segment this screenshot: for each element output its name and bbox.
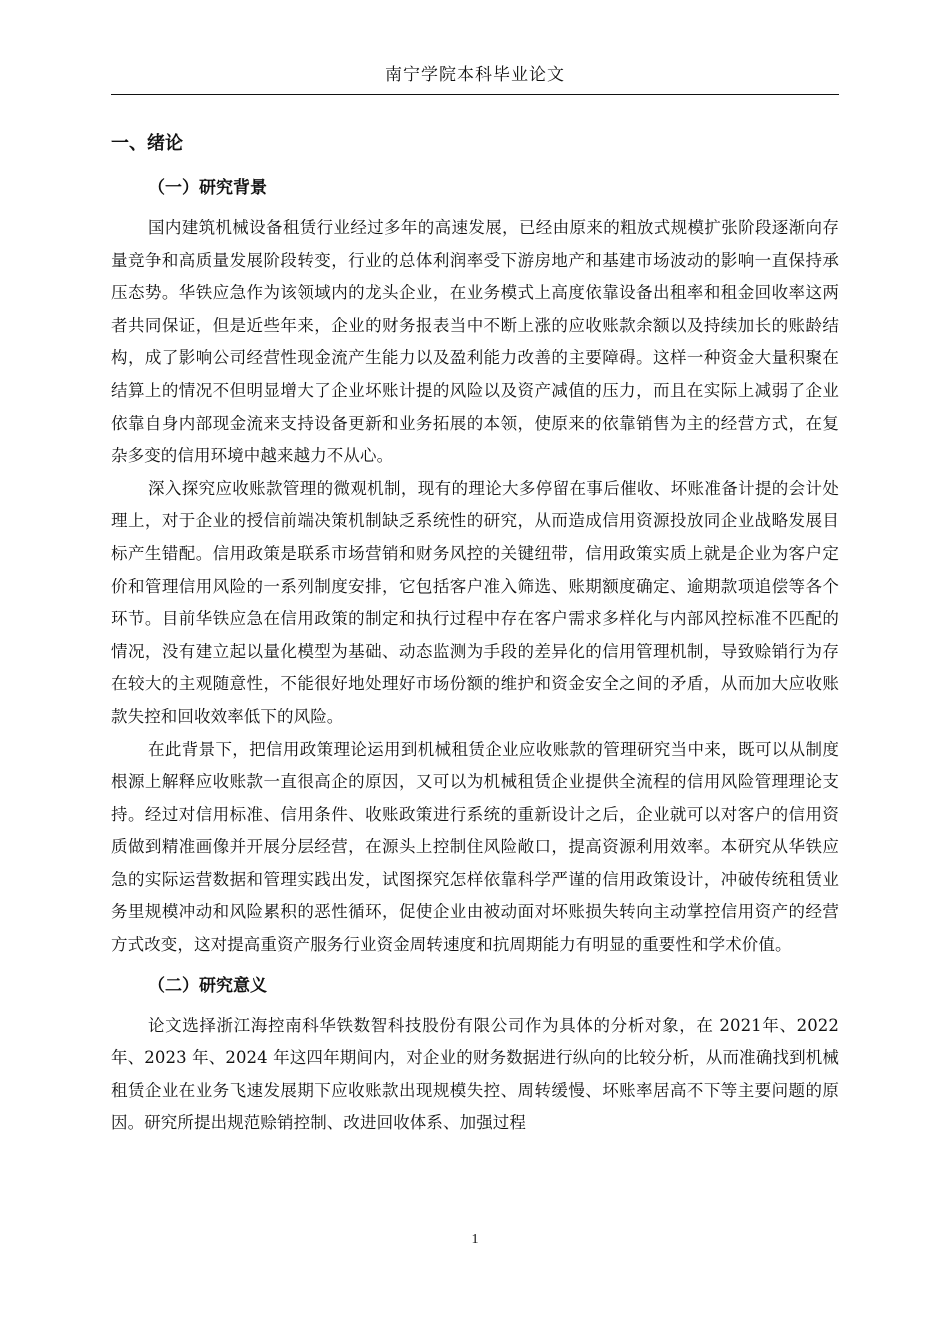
header-divider: [111, 94, 839, 95]
subsection-heading-significance: （二）研究意义: [148, 975, 267, 996]
paragraph: 国内建筑机械设备租赁行业经过多年的高速发展，已经由原来的粗放式规模扩张阶段逐渐向存量竞争和高质量发展阶段转变，行业的总体利润率受下游房地产和基建市场波动的影响一直保持承压态势。华铁应急作为该领域内的龙头企业，在业务模式上高度依靠设备出租率和租金回收率这两者共同保证，但是近些年来，企业的财务报表当中不断上涨的应收账款余额以及持续加长的账龄结构，成了影响公司经营性现金流产生能力以及盈利能力改善的主要障碍。这样一种资金大量积聚在结算上的情况不但明显增大了企业坏账计提的风险以及资产减值的压力，而且在实际上减弱了企业依靠自身内部现金流来支持设备更新和业务拓展的本领，使原来的依靠销售为主的经营方式，在复杂多变的信用环境中越来越力不从心。: [111, 218, 839, 466]
page-number: 1: [471, 1232, 479, 1247]
paragraph: 在此背景下，把信用政策理论运用到机械租赁企业应收账款的管理研究当中来，既可以从制度根源上解释应收账款一直很高企的原因，又可以为机械租赁企业提供全流程的信用风险管理理论支持。经过对信用标准、信用条件、收账政策进行系统的重新设计之后，企业就可以对客户的信用资质做到精准画像并开展分层经营，在源头上控制住风险敞口，提高资源利用效率。本研究从华铁应急的实际运营数据和管理实践出发，试图探究怎样依靠科学严谨的信用政策设计，冲破传统租赁业务里规模冲动和风险累积的恶性循环，促使企业由被动面对坏账损失转向主动掌控信用资产的经营方式改变，这对提高重资产服务行业资金周转速度和抗周期能力有明显的重要性和学术价值。: [111, 739, 839, 955]
subsection-heading-background: （一）研究背景: [148, 178, 267, 198]
paragraph: 论文选择浙江海控南科华铁数智科技股份有限公司作为具体的分析对象，在 2021年、2022 年、2023 年、2024 年这四年期间内，对企业的财务数据进行纵向的比较分析，从而准确找到机械租赁企业在业务飞速发展期下应收账款出现规模失控、周转缓慢、坏账率居高不下等主要问题的原因。研究所提出规范赊销控制、改进回收体系、加强过程: [111, 1015, 839, 1133]
page-header: 南宁学院本科毕业论文: [385, 65, 565, 85]
chapter-heading: 一、绪论: [111, 133, 183, 154]
paragraph: 深入探究应收账款管理的微观机制，现有的理论大多停留在事后催收、坏账准备计提的会计处理上，对于企业的授信前端决策机制缺乏系统性的研究，从而造成信用资源投放同企业战略发展目标产生错配。信用政策是联系市场营销和财务风控的关键纽带，信用政策实质上就是企业为客户定价和管理信用风险的一系列制度安排，它包括客户准入筛选、账期额度确定、逾期款项追偿等各个环节。目前华铁应急在信用政策的制定和执行过程中存在客户需求多样化与内部风控标准不匹配的情况，没有建立起以量化模型为基础、动态监测为手段的差异化的信用管理机制，导致赊销行为存在较大的主观随意性，不能很好地处理好市场份额的维护和资金安全之间的矛盾，从而加大应收账款失控和回收效率低下的风险。: [111, 478, 839, 726]
document-body: [111, 126, 839, 1140]
